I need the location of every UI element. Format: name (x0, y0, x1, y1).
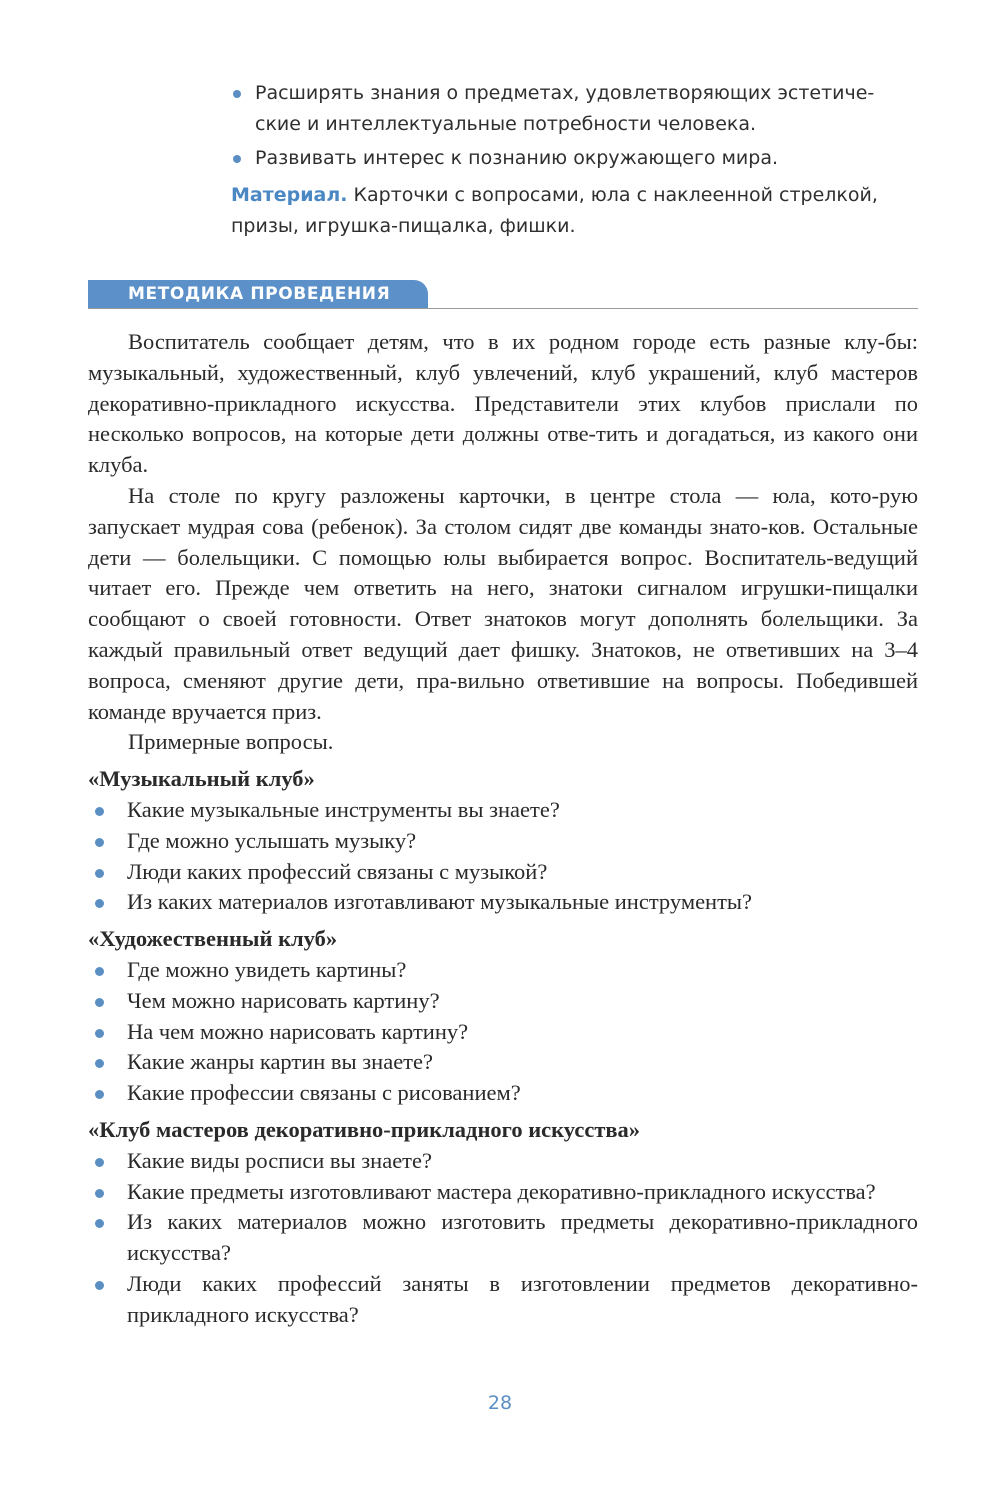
question-text: Из каких материалов изготавливают музыкальные инструменты? (127, 889, 753, 915)
question-text: Чем можно нарисовать картину? (127, 987, 440, 1013)
question-item (88, 826, 918, 857)
question-text: Какие предметы изготовливают мастера декоративно-прикладного искусства? (127, 1178, 876, 1204)
goal-text: Развивать интерес к познанию окружающего мира. (255, 147, 779, 169)
material-paragraph (231, 180, 919, 242)
page-number: 28 (487, 1392, 513, 1414)
question-text: Какие музыкальные инструменты вы знаете? (127, 796, 560, 822)
bullet-icon (233, 90, 241, 98)
section-tab (88, 280, 428, 308)
bullet-icon (95, 838, 104, 847)
question-item (88, 1177, 918, 1208)
material-label: Материал. (231, 184, 348, 206)
bullet-icon (95, 1281, 104, 1290)
section-divider (88, 308, 918, 309)
question-text: На чем можно нарисовать картину? (127, 1018, 469, 1044)
question-text: Какие виды росписи вы знаете? (127, 1147, 432, 1173)
question-text: Люди каких профессий заняты в изготовлении предметов декоративно-прикладного искусства? (127, 1270, 918, 1327)
question-item (88, 1047, 918, 1078)
paragraph: На столе по кругу разложены карточки, в центре стола — юла, кото-рую запускает мудрая сова (ребенок). За столом сидят две команды знато-ков. Остальные дети — болельщики. С помощью юлы выбирается вопрос. Воспитатель-ведущий читает его. Прежде чем ответить на него, знатоки сигналом игрушки-пищалки сообщают о своей готовности. Ответ знатоков могут дополнять болельщики. За каждый правильный ответ ведущий дает фишку. Знатоков, не ответивших на 3–4 вопроса, сменяют другие дети, пра-вильно ответившие на вопросы. Победившей команде вручается приз. (88, 482, 918, 724)
goal-text: Расширять знания о предметах, удовлетворяющих эстетиче-ские и интеллектуальные потребности человека. (255, 82, 875, 135)
question-text: Какие жанры картин вы знаете? (127, 1049, 433, 1075)
club-title: «Клуб мастеров декоративно-прикладного искусства» (88, 1116, 641, 1142)
question-text: Люди каких профессий связаны с музыкой? (127, 858, 548, 884)
bullet-icon (95, 1059, 104, 1068)
question-item (88, 986, 918, 1017)
goal-item (231, 78, 919, 140)
paragraph: Воспитатель сообщает детям, что в их родном городе есть разные клу-бы: музыкальный, художественный, клуб увлечений, клуб украшений, клуб мастеров декоративно-прикладного искусства. Представители этих клубов прислали по несколько вопросов, на которые дети должны отве-тить и догадаться, из какого они клуба. (88, 329, 918, 478)
question-item (88, 1207, 918, 1269)
club-title: «Художественный клуб» (88, 926, 338, 952)
question-text: Где можно услышать музыку? (127, 827, 417, 853)
club-title: «Музыкальный клуб» (88, 766, 315, 792)
question-item (88, 1078, 918, 1109)
question-item (88, 795, 918, 826)
question-item (88, 955, 918, 986)
material-text: Карточки с вопросами, юла с наклеенной стрелкой, призы, игрушка-пищалка, фишки. (231, 184, 878, 237)
bullet-icon (95, 1189, 104, 1198)
question-text: Где можно увидеть картины? (127, 956, 407, 982)
question-item (88, 887, 918, 918)
bullet-icon (95, 869, 104, 878)
bullet-icon (95, 998, 104, 1007)
section-header (88, 280, 918, 310)
question-text: Какие профессии связаны с рисованием? (127, 1080, 521, 1106)
question-item (88, 1269, 918, 1331)
bullet-icon (95, 807, 104, 816)
section-title: МЕТОДИКА ПРОВЕДЕНИЯ (128, 284, 391, 304)
sample-label: Примерные вопросы. (128, 729, 334, 755)
bullet-icon (95, 967, 104, 976)
question-item (88, 857, 918, 888)
bullet-icon (95, 1090, 104, 1099)
bullet-icon (95, 1219, 104, 1228)
bullet-icon (95, 1029, 104, 1038)
question-item (88, 1017, 918, 1048)
methodology-body (88, 327, 918, 1331)
question-item (88, 1146, 918, 1177)
bullet-icon (95, 899, 104, 908)
bullet-icon (233, 155, 241, 163)
goal-item (231, 143, 919, 174)
goals-block (231, 78, 919, 242)
bullet-icon (95, 1158, 104, 1167)
question-text: Из каких материалов можно изготовить предметы декоративно-прикладного искусства? (127, 1209, 918, 1266)
